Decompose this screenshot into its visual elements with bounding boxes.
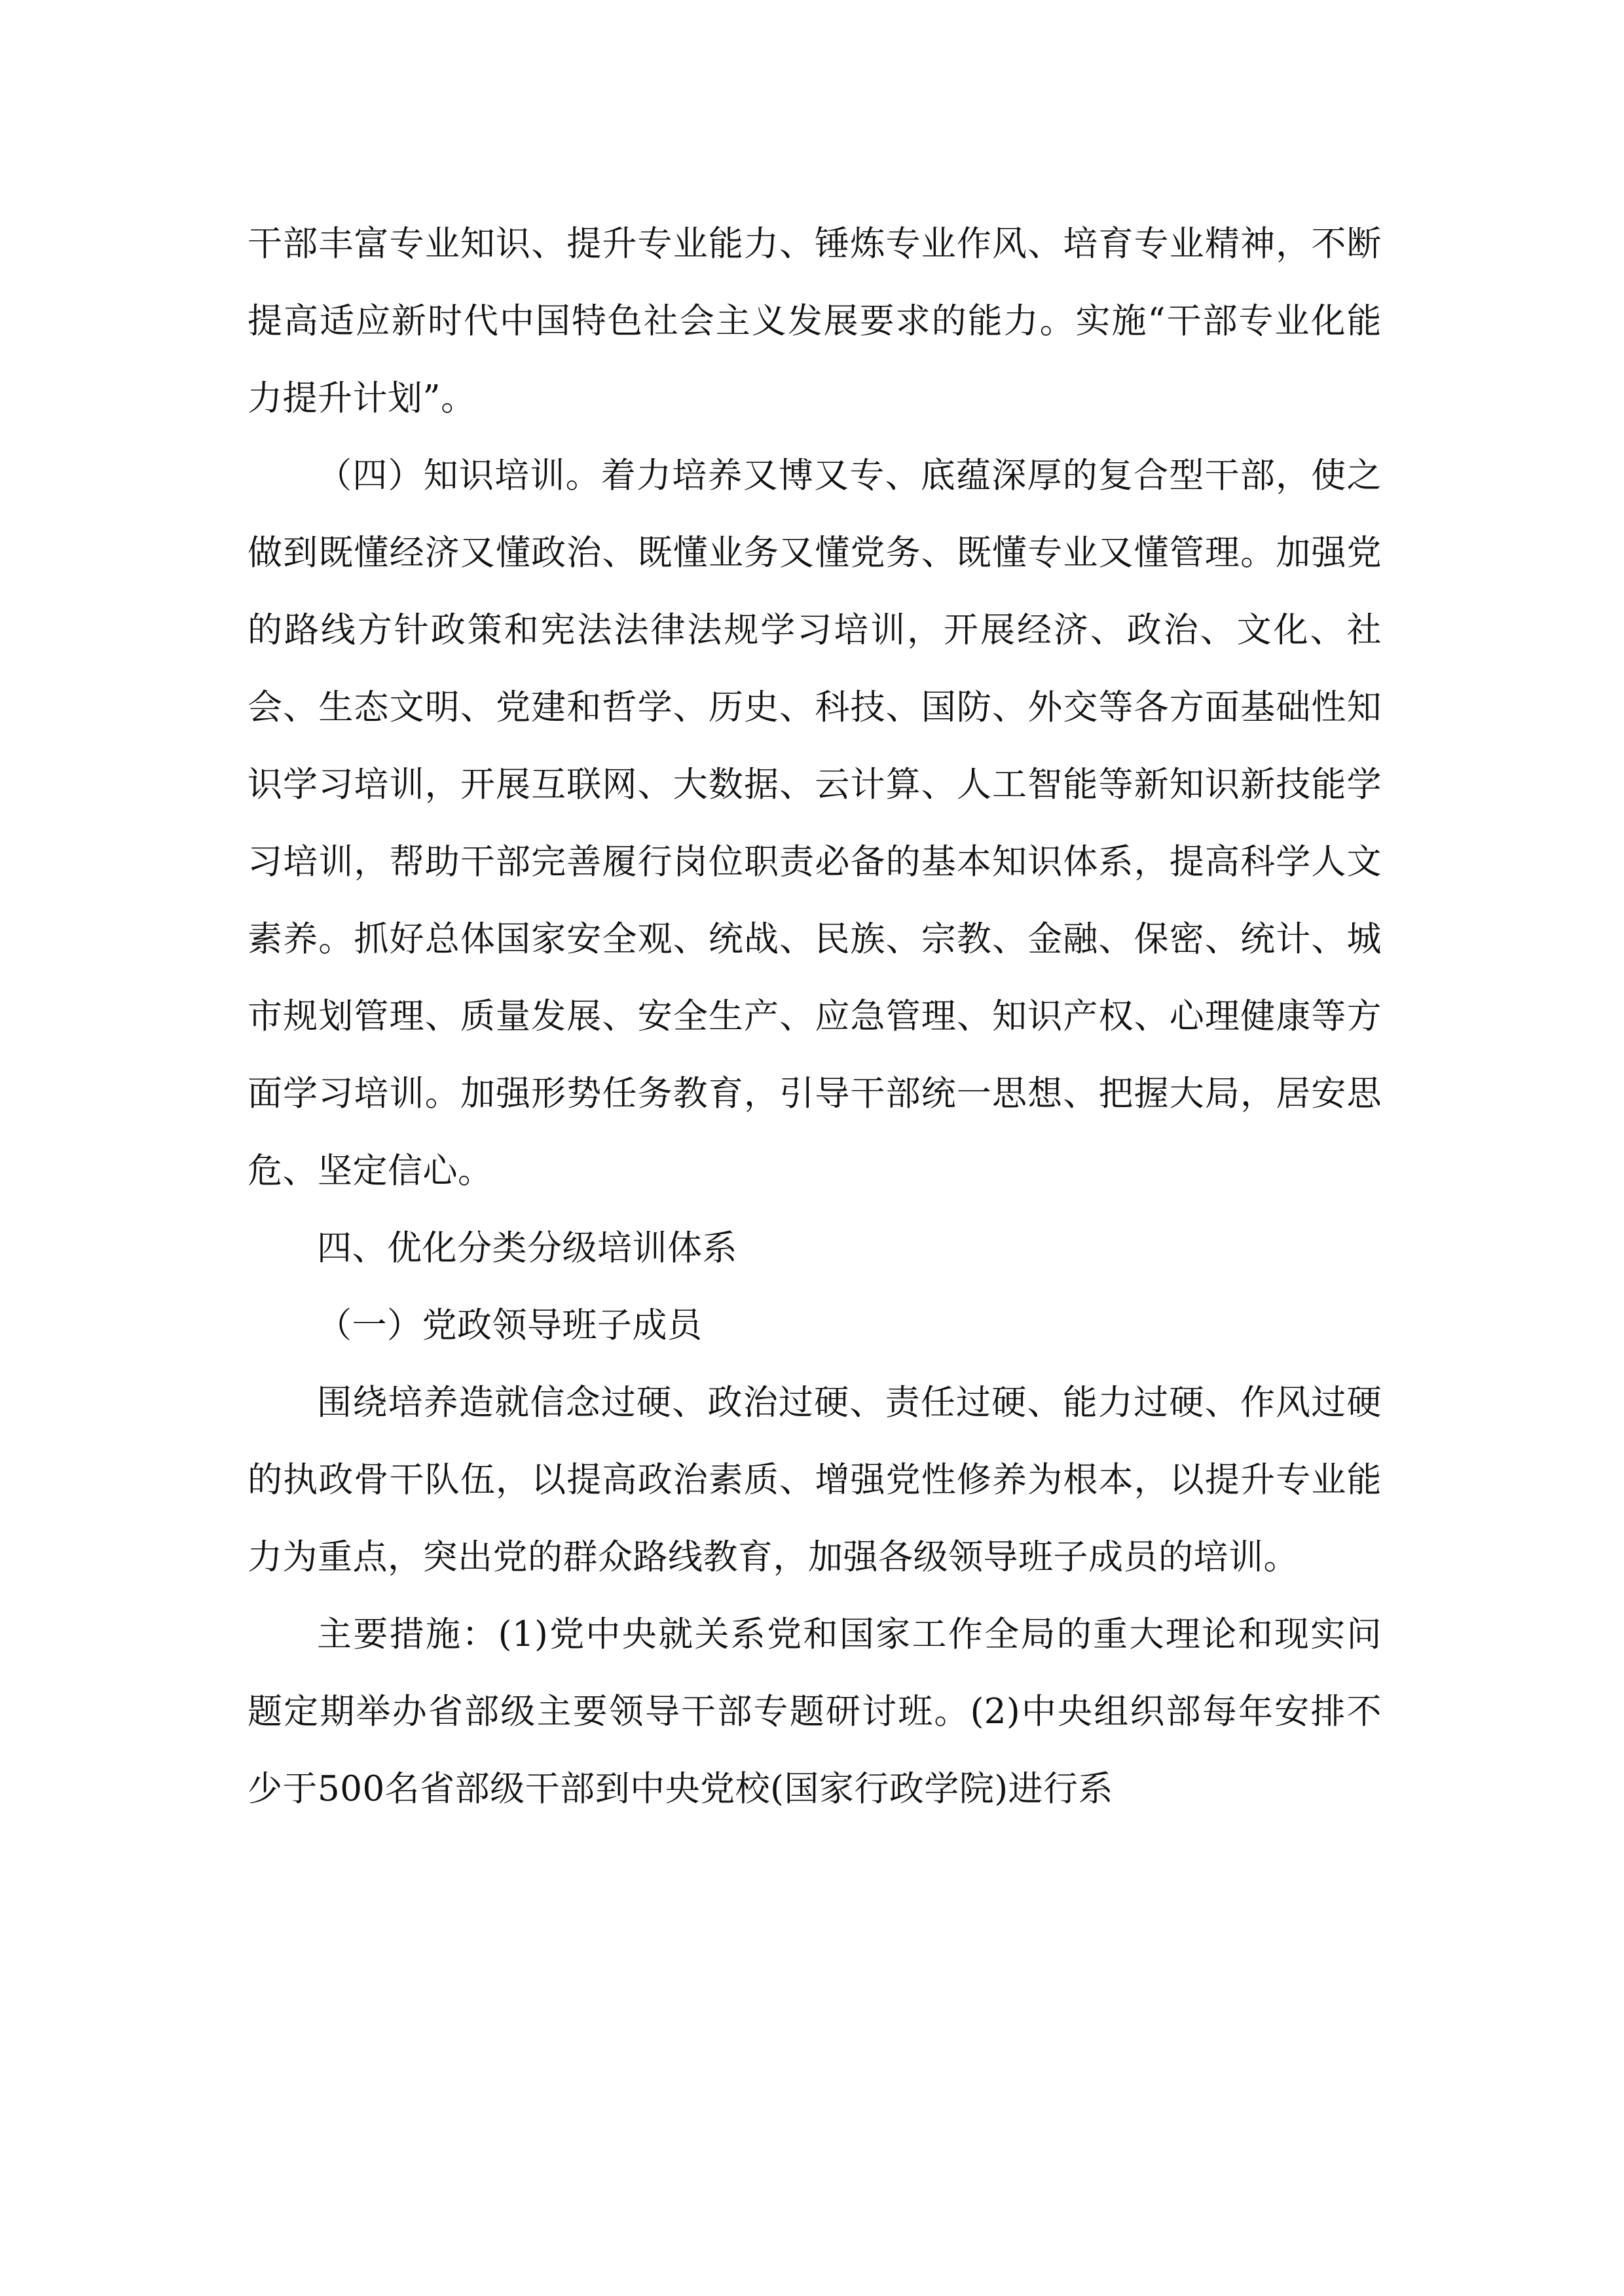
paragraph-continued-professional-skills: 干部丰富专业知识、提升专业能力、锤炼专业作风、培育专业精神，不断提高适应新时代中国特色社会主义发展要求的能力。实施“干部专业化能力提升计划”。 [248, 224, 1382, 418]
section-heading-training-system: 四、优化分类分级培训体系 [317, 1228, 737, 1268]
paragraph-knowledge-training: （四）知识培训。着力培养又博又专、底蕴深厚的复合型干部，使之做到既懂经济又懂政治、既懂业务又懂党务、既懂专业又懂管理。加强党的路线方针政策和宪法法律法规学习培训，开展经济、政治、文化、社会、生态文明、党建和哲学、历史、科技、国防、外交等各方面基础性知识学习培训，开展互联网、大数据、云计算、人工智能等新知识新技能学习培训，帮助干部完善履行岗位职责必备的基本知识体系，提高科学人文素养。抓好总体国家安全观、统战、民族、宗教、金融、保密、统计、城市规划管理、质量发展、安全生产、应急管理、知识产权、心理健康等方面学习培训。加强形势任务教育，引导干部统一思想、把握大局，居安思危、坚定信心。 [248, 456, 1382, 1191]
paragraph-main-measures: 主要措施：(1)党中央就关系党和国家工作全局的重大理论和现实问题定期举办省部级主要领导干部专题研讨班。(2)中央组织部每年安排不少于500名省部级干部到中央党校(国家行政学院)进行系 [248, 1614, 1382, 1809]
paragraph-leadership-training-goals: 围绕培养造就信念过硬、政治过硬、责任过硬、能力过硬、作风过硬的执政骨干队伍，以提高政治素质、增强党性修养为根本，以提升专业能力为重点，突出党的群众路线教育，加强各级领导班子成员的培训。 [248, 1383, 1382, 1577]
subsection-heading-leadership-members: （一）党政领导班子成员 [317, 1305, 703, 1345]
document-body [248, 206, 1382, 1828]
